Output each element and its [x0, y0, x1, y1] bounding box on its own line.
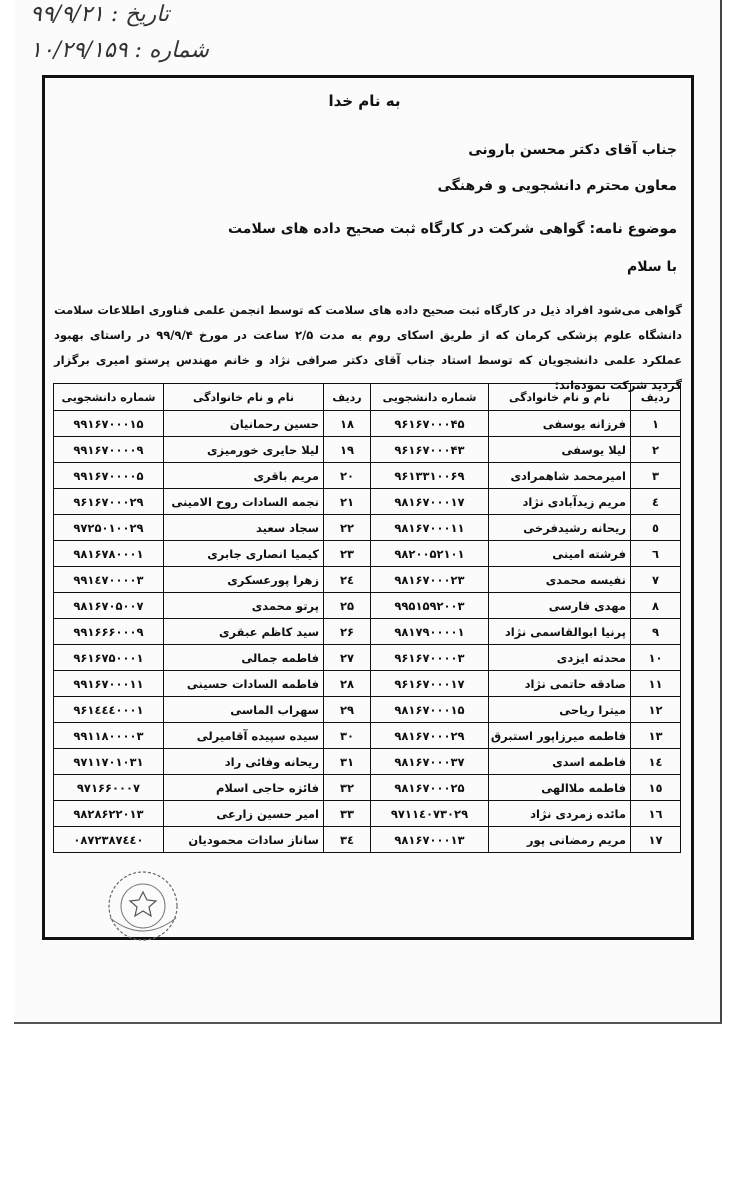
row-index: ۳۱ [324, 749, 371, 775]
row-index: ۲۸ [324, 671, 371, 697]
table-row [54, 463, 681, 489]
row-index: ۳۰ [324, 723, 371, 749]
participant-name: صادقه حاتمی نژاد [489, 671, 631, 697]
participant-name: فاطمه السادات حسینی [164, 671, 324, 697]
row-index: ۲۰ [324, 463, 371, 489]
header-student-id: شماره دانشجویی [371, 384, 489, 411]
student-id: ۹۹۵۱۵۹۲۰۰۳ [371, 593, 489, 619]
row-index: ٤ [631, 489, 681, 515]
participant-name: سیده سپیده آقامیرلی [164, 723, 324, 749]
student-id: ۹۹۱۱۸۰۰۰۰۳ [54, 723, 164, 749]
participant-name: سجاد سعید [164, 515, 324, 541]
participant-name: فاطمه ملاالهی [489, 775, 631, 801]
student-id: ۹۹۱٤۷۰۰۰۰۳ [54, 567, 164, 593]
row-index: ۱۸ [324, 411, 371, 437]
student-id: ۹۸۲۸۶۲۲۰۱۳ [54, 801, 164, 827]
greeting-line: با سلام [626, 259, 677, 275]
position-line: معاون محترم دانشجویی و فرهنگی [437, 178, 677, 194]
student-id: ۹۹۱۶۷۰۰۰۰۵ [54, 463, 164, 489]
student-id: ۹۶۱۳۳۱۰۰۶۹ [371, 463, 489, 489]
row-index: ۸ [631, 593, 681, 619]
student-id: ۰۸۷۲۳۸۷٤٤۰ [54, 827, 164, 853]
participant-name: میترا ریاحی [489, 697, 631, 723]
table-row [54, 515, 681, 541]
row-index: ۱۰ [631, 645, 681, 671]
participant-name: کیمیا انصاری جابری [164, 541, 324, 567]
student-id: ۹۹۱۶۷۰۰۰۱۵ [54, 411, 164, 437]
letter-body: گواهی می‌شود افراد ذیل در کارگاه ثبت صحیح داده های سلامت که توسط انجمن علمی فناوری اطلاعات سلامت دانشگاه علوم پزشکی کرمان که از طریق اسکای روم به مدت ۲/۵ ساعت در مورخ ۹۹/۹/۴ در راستای بهبود عملکرد علمی دانشجویان که توسط استاد جناب آقای دکتر صرافی نژاد و خانم مهندس پرستو امیری برگزار گردید شرکت نموده‌اند: [54, 303, 682, 392]
participant-name: حسین رحمانیان [164, 411, 324, 437]
participant-name: زهرا پورعسکری [164, 567, 324, 593]
subject-line: موضوع نامه: گواهی شرکت در کارگاه ثبت صحیح داده های سلامت [227, 221, 677, 237]
student-id: ۹۹۱۶۶۶۰۰۰۹ [54, 619, 164, 645]
student-id: ۹۷۱۶۶۰۰۰۷ [54, 775, 164, 801]
participant-name: مائده زمردی نژاد [489, 801, 631, 827]
row-index: ۲۷ [324, 645, 371, 671]
row-index: ۲٤ [324, 567, 371, 593]
table-row [54, 411, 681, 437]
table-row [54, 671, 681, 697]
participant-name: ساناز سادات محمودیان [164, 827, 324, 853]
student-id: ۹۹۱۶۷۰۰۰۰۹ [54, 437, 164, 463]
participant-name: لیلا حایری خورمیزی [164, 437, 324, 463]
student-id: ۹۸۱۶۷۰۰۰۱۳ [371, 827, 489, 853]
participant-name: ریحانه رشیدفرخی [489, 515, 631, 541]
participant-name: لیلا یوسفی [489, 437, 631, 463]
participant-name: امیرمحمد شاهمرادی [489, 463, 631, 489]
table-row [54, 489, 681, 515]
student-id: ۹۷۱۱۷۰۱۰۳۱ [54, 749, 164, 775]
header-student-id: شماره دانشجویی [54, 384, 164, 411]
participants-table [53, 383, 681, 853]
student-id: ۹۸۱۷۹۰۰۰۰۱ [371, 619, 489, 645]
row-index: ۲۶ [324, 619, 371, 645]
participant-name: محدثه ایزدی [489, 645, 631, 671]
participant-name: سید کاظم عبقری [164, 619, 324, 645]
row-index: ۲۲ [324, 515, 371, 541]
row-index: ۱ [631, 411, 681, 437]
table-row [54, 749, 681, 775]
handwritten-number: شماره : ۱۰/۲۹/۱۵۹ [30, 38, 209, 63]
table-row [54, 567, 681, 593]
row-index: ٥ [631, 515, 681, 541]
row-index: ۱٤ [631, 749, 681, 775]
row-index: ۲۱ [324, 489, 371, 515]
row-index: ٦ [631, 541, 681, 567]
participant-name: فرزانه یوسفی [489, 411, 631, 437]
table-row [54, 801, 681, 827]
row-index: ۲۵ [324, 593, 371, 619]
table-row [54, 645, 681, 671]
row-index: ۳ [631, 463, 681, 489]
table-row [54, 775, 681, 801]
student-id: ۹۶۱۶۷۰۰۰۱۷ [371, 671, 489, 697]
student-id: ۹۸۱۶۷۰۰۰۲۳ [371, 567, 489, 593]
participant-name: مریم رمضانی پور [489, 827, 631, 853]
table-row [54, 541, 681, 567]
student-id: ۹۶۱۶۷۰۰۰۴۳ [371, 437, 489, 463]
participant-name: ریحانه وفائی راد [164, 749, 324, 775]
header-idx: ردیف [631, 384, 681, 411]
table-row [54, 827, 681, 853]
row-index: ۱٦ [631, 801, 681, 827]
table-row [54, 593, 681, 619]
row-index: ۷ [631, 567, 681, 593]
participant-name: مریم باقری [164, 463, 324, 489]
row-index: ۲ [631, 437, 681, 463]
student-id: ۹۶۱۶۷۵۰۰۰۱ [54, 645, 164, 671]
table-header-row [54, 384, 681, 411]
row-index: ۱۷ [631, 827, 681, 853]
row-index: ۲۹ [324, 697, 371, 723]
student-id: ۹۶۱٤٤٤۰۰۰۱ [54, 697, 164, 723]
participant-name: نفیسه محمدی [489, 567, 631, 593]
student-id: ۹۶۱۶۷۰۰۰۲۹ [54, 489, 164, 515]
participant-name: فاطمه میرزاپور استبرق [489, 723, 631, 749]
row-index: ۱٥ [631, 775, 681, 801]
handwritten-date: تاریخ : ۹۹/۹/۲۱ [30, 2, 170, 27]
row-index: ۲۳ [324, 541, 371, 567]
student-id: ۹۸۱۶۷۰۰۰۱۵ [371, 697, 489, 723]
row-index: ۱۳ [631, 723, 681, 749]
table-row [54, 723, 681, 749]
basmala-heading: به نام خدا [328, 92, 401, 110]
participant-name: پرتو محمدی [164, 593, 324, 619]
student-id: ۹۸۱۶۷۰۵۰۰۷ [54, 593, 164, 619]
participant-name: فاطمه جمالی [164, 645, 324, 671]
participant-name: پرنیا ابوالقاسمی نژاد [489, 619, 631, 645]
student-id: ۹۸۱۶۷۰۰۰۳۷ [371, 749, 489, 775]
participant-name: نجمه السادات روح الامینی [164, 489, 324, 515]
table-row [54, 697, 681, 723]
row-index: ۹ [631, 619, 681, 645]
participant-name: فرشته امینی [489, 541, 631, 567]
participant-name: مهدی فارسی [489, 593, 631, 619]
student-id: ۹۸۱۶۷۰۰۰۲۹ [371, 723, 489, 749]
addressee-line: جناب آقای دکتر محسن بارونی [468, 142, 677, 158]
participant-name: فائزه حاجی اسلام [164, 775, 324, 801]
student-id: ۹۹۱۶۷۰۰۰۱۱ [54, 671, 164, 697]
participant-name: امیر حسین زارعی [164, 801, 324, 827]
header-idx: ردیف [324, 384, 371, 411]
student-id: ۹۸۲۰۰۵۲۱۰۱ [371, 541, 489, 567]
table-row [54, 437, 681, 463]
row-index: ۱۱ [631, 671, 681, 697]
participant-name: فاطمه اسدی [489, 749, 631, 775]
participant-name: مریم زیدآبادی نژاد [489, 489, 631, 515]
student-id: ۹۶۱۶۷۰۰۰۰۳ [371, 645, 489, 671]
student-id: ۹۸۱۶۷۰۰۰۱۱ [371, 515, 489, 541]
header-name: نام و نام خانوادگی [489, 384, 631, 411]
student-id: ۹۸۱۶۷۰۰۰۱۷ [371, 489, 489, 515]
row-index: ۳۳ [324, 801, 371, 827]
table-row [54, 619, 681, 645]
row-index: ۳۲ [324, 775, 371, 801]
student-id: ۹۸۱۶۷۰۰۰۲۵ [371, 775, 489, 801]
student-id: ۹۶۱۶۷۰۰۰۴۵ [371, 411, 489, 437]
row-index: ۱۲ [631, 697, 681, 723]
row-index: ۱۹ [324, 437, 371, 463]
participant-name: سهراب الماسی [164, 697, 324, 723]
student-id: ۹۷۱۱٤۰۷۳۰۲۹ [371, 801, 489, 827]
stamp-seal [96, 868, 190, 944]
student-id: ۹۷۲۵۰۱۰۰۲۹ [54, 515, 164, 541]
row-index: ۳٤ [324, 827, 371, 853]
student-id: ۹۸۱۶۷۸۰۰۰۱ [54, 541, 164, 567]
header-name: نام و نام خانوادگی [164, 384, 324, 411]
